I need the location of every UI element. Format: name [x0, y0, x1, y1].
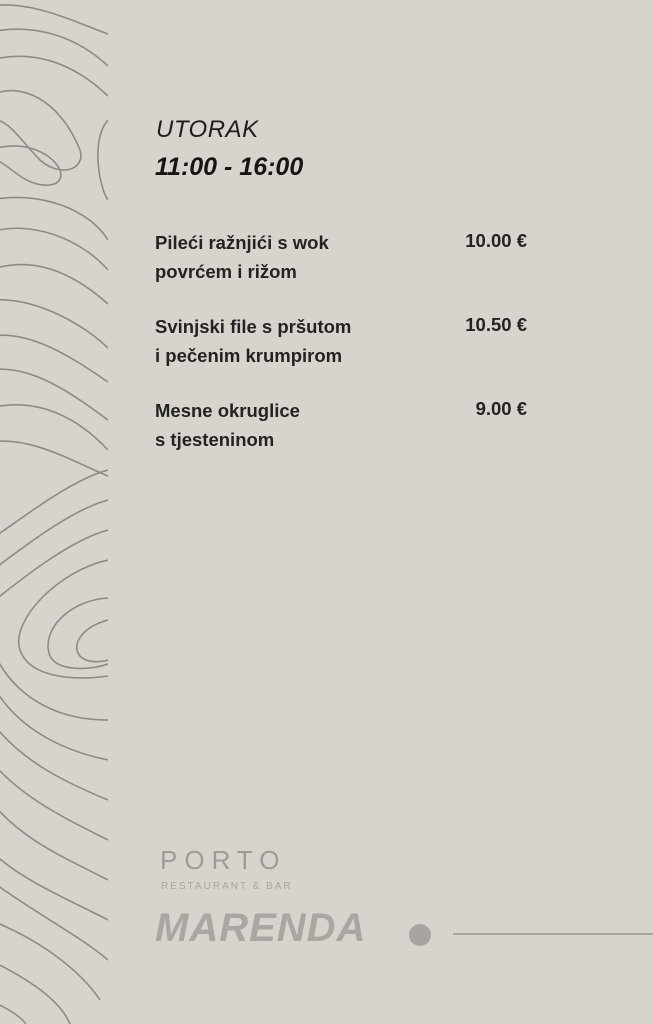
divider-line — [453, 933, 653, 935]
menu-item-price: 10.00 € — [465, 230, 527, 251]
menu-item — [155, 228, 530, 312]
section-title: MARENDA — [155, 906, 367, 950]
menu-item-name: Pileći ražnjići s wok povrćem i rižom — [155, 232, 329, 282]
hours-label: 11:00 - 16:00 — [155, 153, 304, 181]
topographic-pattern — [0, 0, 108, 1024]
menu-item-name: Svinjski file s pršutom i pečenim krumpirom — [155, 316, 352, 366]
menu-item — [155, 396, 530, 480]
brand-name: PORTO — [160, 845, 287, 875]
menu-item-price: 10.50 € — [465, 314, 527, 335]
menu-item-name: Mesne okruglice s tjesteninom — [155, 400, 300, 450]
day-label: UTORAK — [156, 116, 259, 143]
menu-list — [155, 228, 530, 480]
menu-item-price: 9.00 € — [475, 398, 527, 419]
menu-item — [155, 312, 530, 396]
dot-ornament — [409, 924, 431, 946]
brand-subtitle: RESTAURANT & BAR — [161, 881, 293, 892]
brand-logo — [160, 843, 293, 892]
